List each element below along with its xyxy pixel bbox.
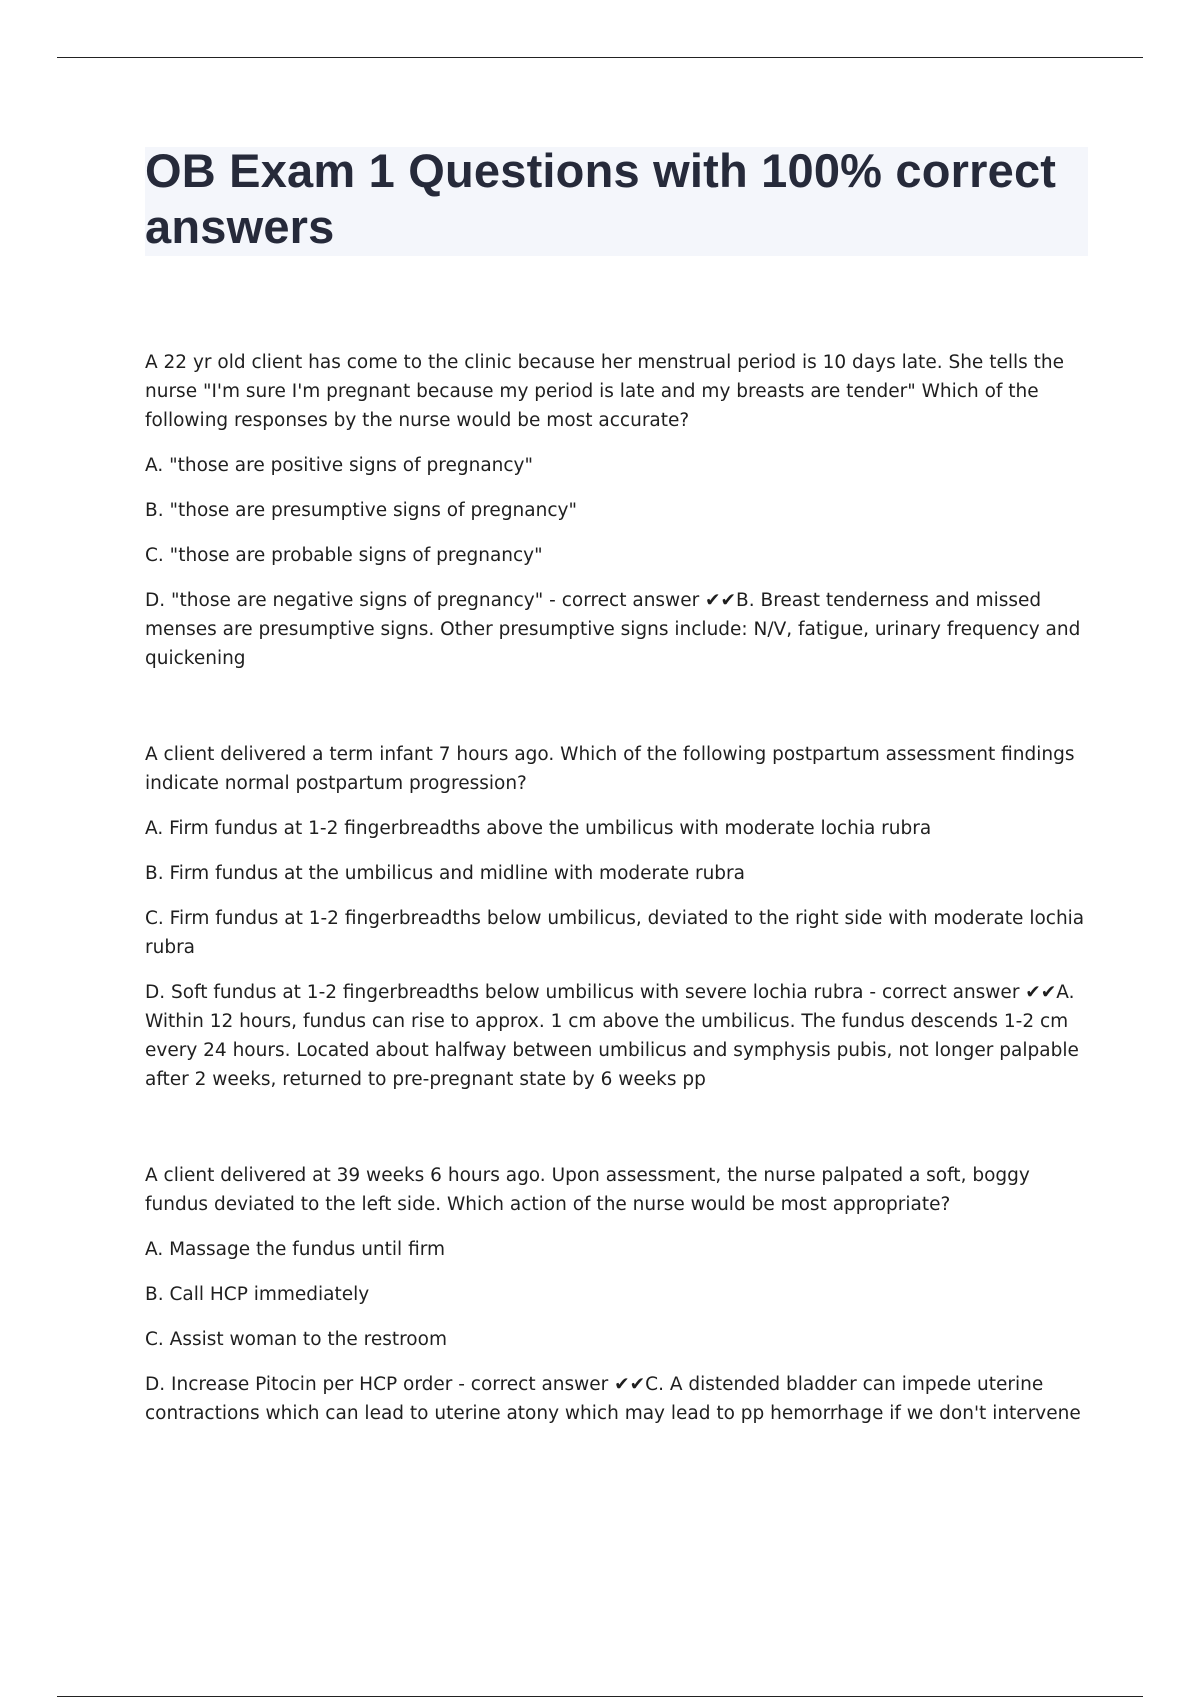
option-c: C. Firm fundus at 1-2 fingerbreadths below umbilicus, deviated to the right side with moderate lochia rubra xyxy=(145,908,1085,958)
option-b: B. Call HCP immediately xyxy=(145,1284,370,1305)
question-block-1 xyxy=(145,348,1090,673)
question-block-2 xyxy=(145,740,1090,1094)
top-rule xyxy=(57,57,1143,58)
option-a: A. Massage the fundus until firm xyxy=(145,1239,446,1260)
option-b: B. "those are presumptive signs of pregnancy" xyxy=(145,500,577,521)
option-d-with-answer: D. "those are negative signs of pregnancy" - correct answer ✔✔B. Breast tenderness and missed menses are presumptive signs. Other presumptive signs include: N/V, fatigue, urinary frequency and quickening xyxy=(145,590,1081,669)
option-d-with-answer: D. Increase Pitocin per HCP order - correct answer ✔✔C. A distended bladder can impede uterine contractions which can lead to uterine atony which may lead to pp hemorrhage if we don't intervene xyxy=(145,1374,1081,1424)
option-b: B. Firm fundus at the umbilicus and midline with moderate rubra xyxy=(145,863,745,884)
question-stem: A client delivered a term infant 7 hours ago. Which of the following postpartum assessment findings indicate normal postpartum progression? xyxy=(145,744,1075,794)
option-c: C. Assist woman to the restroom xyxy=(145,1329,447,1350)
option-a: A. "those are positive signs of pregnancy" xyxy=(145,455,534,476)
option-c: C. "those are probable signs of pregnancy" xyxy=(145,545,543,566)
bottom-rule xyxy=(57,1696,1143,1697)
question-stem: A 22 yr old client has come to the clinic because her menstrual period is 10 days late. She tells the nurse "I'm sure I'm pregnant because my period is late and my breasts are tender" Which of the following responses by the nurse would be most accurate? xyxy=(145,352,1064,431)
question-stem: A client delivered at 39 weeks 6 hours ago. Upon assessment, the nurse palpated a soft, boggy fundus deviated to the left side. Which action of the nurse would be most appropriate? xyxy=(145,1165,1030,1215)
document-body xyxy=(145,348,1090,1495)
document-title: OB Exam 1 Questions with 100% correct answers xyxy=(145,144,1057,253)
option-d-with-answer: D. Soft fundus at 1-2 fingerbreadths below umbilicus with severe lochia rubra - correct answer ✔✔A. Within 12 hours, fundus can rise to approx. 1 cm above the umbilicus. The fundus descends 1-2 cm every 24 hours. Located about halfway between umbilicus and symphysis pubis, not longer palpable after 2 weeks, returned to pre-pregnant state by 6 weeks pp xyxy=(145,982,1079,1090)
question-block-3 xyxy=(145,1161,1090,1428)
option-a: A. Firm fundus at 1-2 fingerbreadths above the umbilicus with moderate lochia rubra xyxy=(145,818,932,839)
